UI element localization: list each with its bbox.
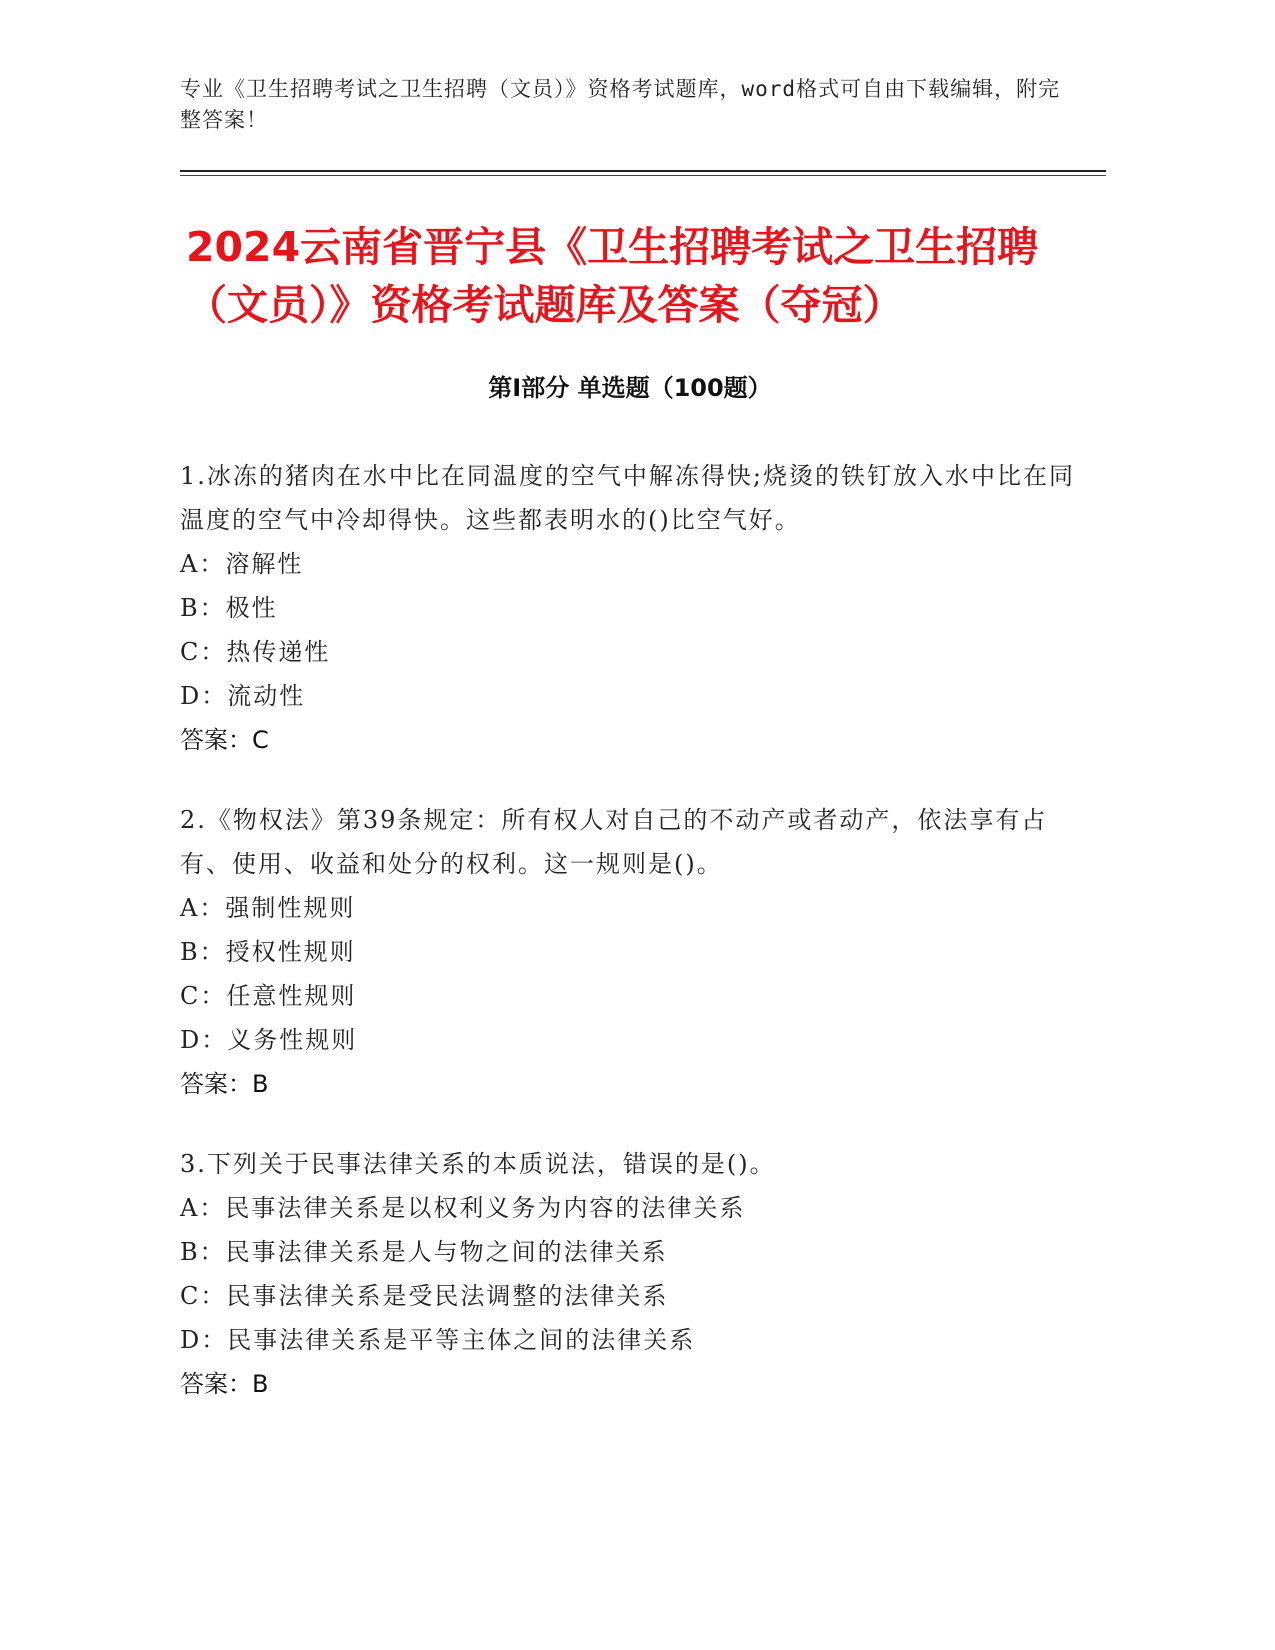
question-3 [180, 1142, 1080, 1406]
option-d: D：流动性 [180, 682, 306, 710]
option-b: B：民事法律关系是人与物之间的法律关系 [180, 1238, 668, 1266]
option-a: A：民事法律关系是以权利义务为内容的法律关系 [180, 1194, 746, 1222]
option-c: C：民事法律关系是受民法调整的法律关系 [180, 1282, 669, 1310]
option-d: D：义务性规则 [180, 1026, 358, 1054]
question-stem: 2.《物权法》第39条规定：所有权人对自己的不动产或者动产，依法享有占有、使用、收益和处分的权利。这一规则是()。 [180, 806, 1048, 878]
answer: 答案：C [180, 726, 269, 754]
answer: 答案：B [180, 1370, 269, 1398]
question-list [180, 454, 1080, 1442]
option-d: D：民事法律关系是平等主体之间的法律关系 [180, 1326, 696, 1354]
question-stem: 1.冰冻的猪肉在水中比在同温度的空气中解冻得快;烧烫的铁钉放入水中比在同温度的空气中冷却得快。这些都表明水的()比空气好。 [180, 462, 1075, 534]
document-title: 2024云南省晋宁县《卫生招聘考试之卫生招聘（文员）》资格考试题库及答案（夺冠） [186, 223, 1039, 329]
option-c: C：任意性规则 [180, 982, 357, 1010]
option-a: A：强制性规则 [180, 894, 356, 922]
question-1 [180, 454, 1080, 762]
option-a: A：溶解性 [180, 550, 304, 578]
option-b: B：极性 [180, 594, 278, 622]
option-c: C：热传递性 [180, 638, 331, 666]
option-b: B：授权性规则 [180, 938, 356, 966]
answer: 答案：B [180, 1070, 269, 1098]
header-divider-thick [180, 170, 1106, 172]
header-note: 专业《卫生招聘考试之卫生招聘（文员）》资格考试题库，word格式可自由下载编辑，附完整答案！ [180, 77, 1061, 132]
header-divider-thin [180, 175, 1106, 176]
question-stem: 3.下列关于民事法律关系的本质说法，错误的是()。 [180, 1150, 776, 1178]
question-2 [180, 798, 1080, 1106]
section-heading: 第Ⅰ部分 单选题（100题） [488, 374, 772, 402]
